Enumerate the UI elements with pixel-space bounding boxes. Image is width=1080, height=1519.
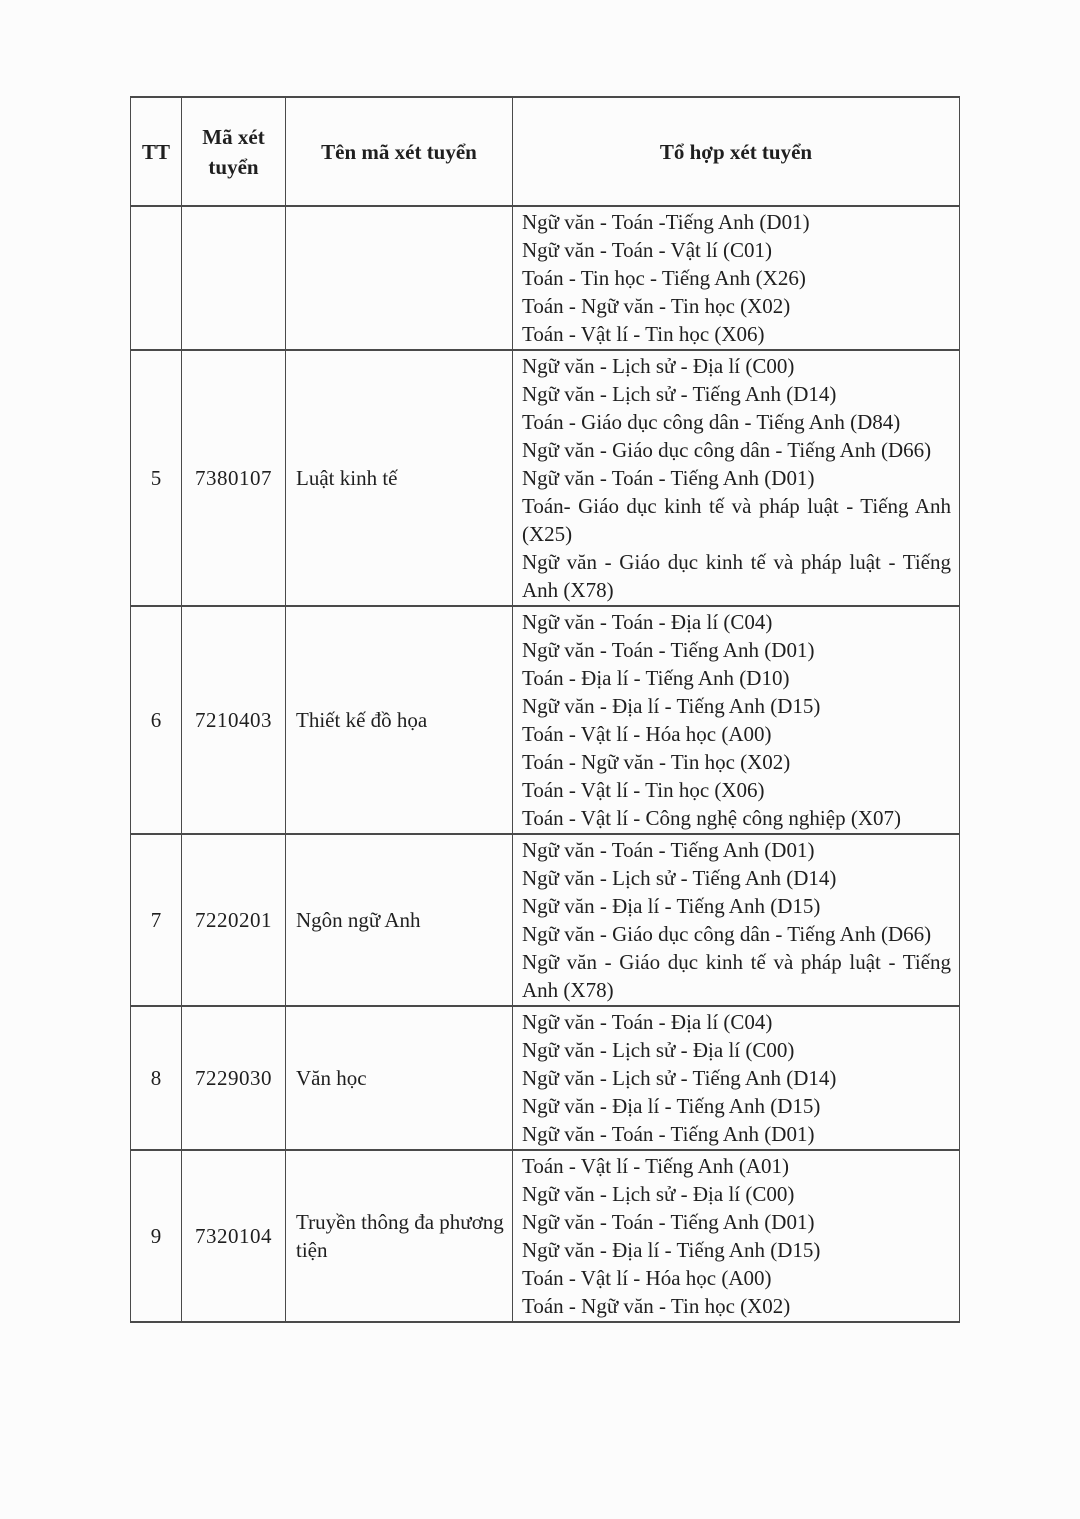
subject-combos-cell	[513, 206, 960, 350]
row-number-cell: 7	[131, 834, 182, 1006]
subject-combo-line: Toán - Vật lí - Công nghệ công nghiệp (X07)	[522, 806, 901, 830]
subject-combo-line: Ngữ văn - Toán - Địa lí (C04)	[522, 1010, 773, 1034]
subject-combo-line: Ngữ văn - Giáo dục công dân - Tiếng Anh (D66)	[522, 438, 932, 462]
subject-combo-line: Ngữ văn - Giáo dục kinh tế và pháp luật - Tiếng Anh (X78)	[522, 950, 951, 1002]
subject-combo-line: Ngữ văn - Lịch sử - Tiếng Anh (D14)	[522, 866, 837, 890]
subject-combo-line: Toán - Vật lí - Hóa học (A00)	[522, 1266, 772, 1290]
row-number-cell: 9	[131, 1150, 182, 1322]
subject-combos-cell	[513, 834, 960, 1006]
table-row	[131, 350, 960, 606]
subject-combo-line: Toán - Ngữ văn - Tin học (X02)	[522, 1294, 791, 1318]
admission-code-cell: 7320104	[182, 1150, 286, 1322]
table-body	[131, 206, 960, 1322]
major-name-cell: Văn học	[286, 1006, 513, 1150]
subject-combo-line: Ngữ văn - Toán - Tiếng Anh (D01)	[522, 466, 815, 490]
column-header-subject-combos: Tổ hợp xét tuyển	[513, 97, 960, 206]
row-number-cell: 5	[131, 350, 182, 606]
admission-code-cell: 7210403	[182, 606, 286, 834]
subject-combo-line: Ngữ văn - Địa lí - Tiếng Anh (D15)	[522, 1094, 821, 1118]
major-name-cell: Thiết kế đồ họa	[286, 606, 513, 834]
subject-combo-line: Toán- Giáo dục kinh tế và pháp luật - Tiếng Anh (X25)	[522, 494, 951, 546]
subject-combo-line: Ngữ văn - Lịch sử - Địa lí (C00)	[522, 1182, 795, 1206]
subject-combo-line: Ngữ văn - Toán - Tiếng Anh (D01)	[522, 1122, 815, 1146]
subject-combo-line: Ngữ văn - Toán - Tiếng Anh (D01)	[522, 838, 815, 862]
subject-combos-cell	[513, 1006, 960, 1150]
subject-combo-line: Toán - Vật lí - Tiếng Anh (A01)	[522, 1154, 790, 1178]
subject-combo-line: Toán - Vật lí - Hóa học (A00)	[522, 722, 772, 746]
subject-combo-line: Ngữ văn - Lịch sử - Tiếng Anh (D14)	[522, 1066, 837, 1090]
subject-combo-line: Ngữ văn - Lịch sử - Địa lí (C00)	[522, 1038, 795, 1062]
admission-table	[130, 96, 960, 1323]
major-name-cell: Truyền thông đa phương tiện	[286, 1150, 513, 1322]
row-number-cell: 6	[131, 606, 182, 834]
table-row	[131, 1006, 960, 1150]
subject-combo-line: Ngữ văn - Lịch sử - Địa lí (C00)	[522, 354, 795, 378]
subject-combo-line: Ngữ văn - Toán -Tiếng Anh (D01)	[522, 210, 810, 234]
subject-combo-line: Toán - Vật lí - Tin học (X06)	[522, 322, 765, 346]
row-number-cell: 8	[131, 1006, 182, 1150]
subject-combo-line: Toán - Giáo dục công dân - Tiếng Anh (D84)	[522, 410, 901, 434]
table-row	[131, 1150, 960, 1322]
subject-combos-cell	[513, 350, 960, 606]
admission-code-cell: 7220201	[182, 834, 286, 1006]
admission-code-cell: 7229030	[182, 1006, 286, 1150]
row-number-cell	[131, 206, 182, 350]
column-header-tt: TT	[131, 97, 182, 206]
column-header-admission-code: Mã xét tuyển	[182, 97, 286, 206]
subject-combo-line: Ngữ văn - Toán - Tiếng Anh (D01)	[522, 1210, 815, 1234]
subject-combo-line: Toán - Ngữ văn - Tin học (X02)	[522, 750, 791, 774]
subject-combos-cell	[513, 1150, 960, 1322]
subject-combo-line: Toán - Ngữ văn - Tin học (X02)	[522, 294, 791, 318]
subject-combo-line: Ngữ văn - Địa lí - Tiếng Anh (D15)	[522, 694, 821, 718]
subject-combo-line: Toán - Vật lí - Tin học (X06)	[522, 778, 765, 802]
subject-combo-line: Toán - Tin học - Tiếng Anh (X26)	[522, 266, 806, 290]
subject-combos-cell	[513, 606, 960, 834]
subject-combo-line: Toán - Địa lí - Tiếng Anh (D10)	[522, 666, 790, 690]
table-row	[131, 606, 960, 834]
subject-combo-line: Ngữ văn - Toán - Vật lí (C01)	[522, 238, 773, 262]
major-name-cell: Ngôn ngữ Anh	[286, 834, 513, 1006]
subject-combo-line: Ngữ văn - Địa lí - Tiếng Anh (D15)	[522, 1238, 821, 1262]
table-row	[131, 206, 960, 350]
admission-code-cell	[182, 206, 286, 350]
subject-combo-line: Ngữ văn - Lịch sử - Tiếng Anh (D14)	[522, 382, 837, 406]
header-row	[131, 97, 960, 206]
admission-code-cell: 7380107	[182, 350, 286, 606]
subject-combo-line: Ngữ văn - Toán - Địa lí (C04)	[522, 610, 773, 634]
column-header-major-name: Tên mã xét tuyển	[286, 97, 513, 206]
major-name-cell: Luật kinh tế	[286, 350, 513, 606]
subject-combo-line: Ngữ văn - Địa lí - Tiếng Anh (D15)	[522, 894, 821, 918]
subject-combo-line: Ngữ văn - Giáo dục kinh tế và pháp luật - Tiếng Anh (X78)	[522, 550, 951, 602]
subject-combo-line: Ngữ văn - Giáo dục công dân - Tiếng Anh (D66)	[522, 922, 932, 946]
major-name-cell	[286, 206, 513, 350]
table-row	[131, 834, 960, 1006]
subject-combo-line: Ngữ văn - Toán - Tiếng Anh (D01)	[522, 638, 815, 662]
